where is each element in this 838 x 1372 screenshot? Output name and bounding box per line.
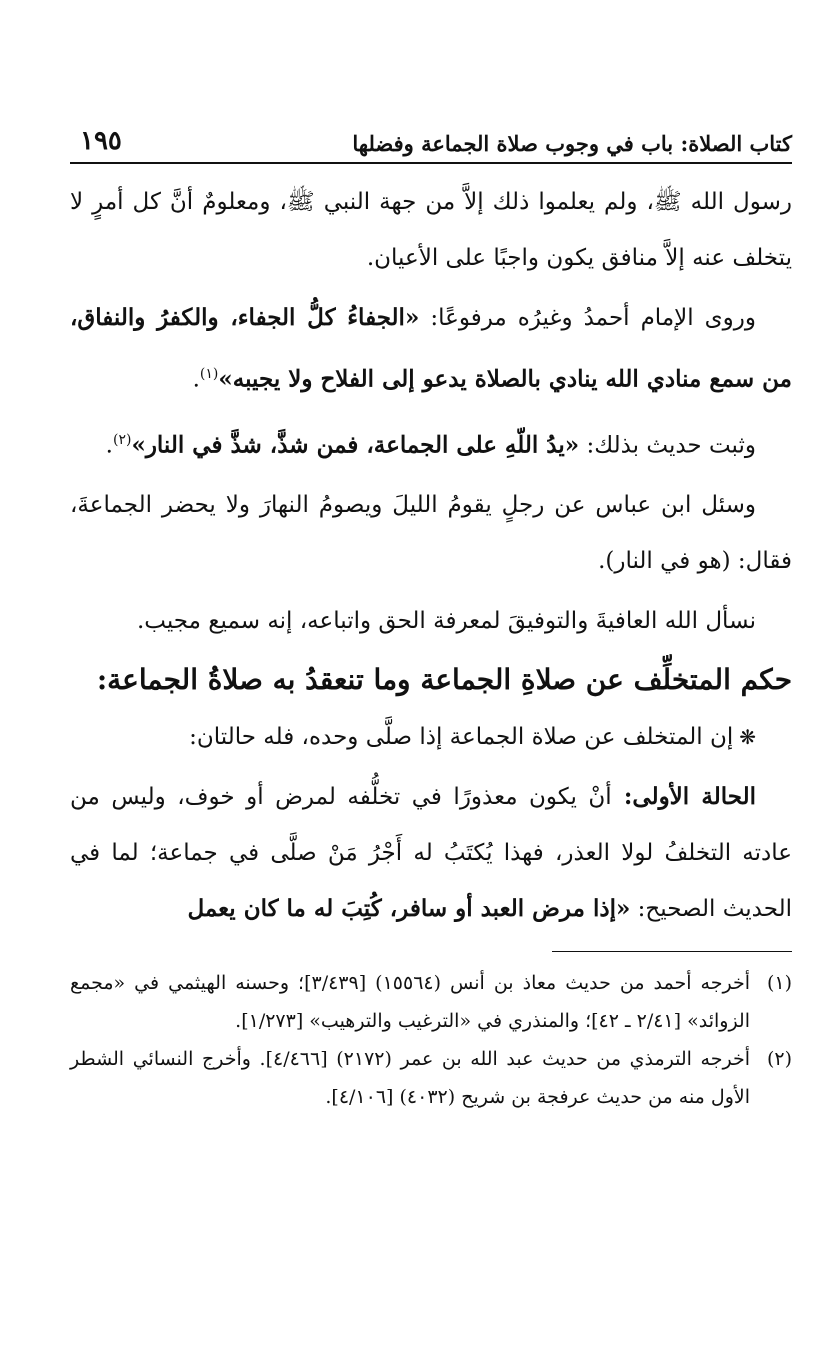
footnote-1 <box>70 964 792 1040</box>
paragraph-5: نسأل الله العافيةَ والتوفيقَ لمعرفة الحق واتباعه، إنه سميع مجيب. <box>136 608 756 635</box>
section-intro-text: إن المتخلف عن صلاة الجماعة إذا صلَّى وحده، فله حالتان: <box>189 724 734 751</box>
paragraph-3-end: . <box>105 432 113 459</box>
star-bullet-icon: ❋ <box>739 725 756 750</box>
section-intro <box>70 709 792 765</box>
main-text <box>70 174 792 937</box>
paragraph-2-intro: وروى الإمام أحمدُ وغيرُه مرفوعًا: <box>419 305 756 331</box>
page-number: ١٩٥ <box>80 126 122 156</box>
footnote-2 <box>70 1040 792 1116</box>
footnote-1-number: (١) <box>766 972 792 995</box>
section-heading: حكم المتخلِّف عن صلاةِ الجماعة وما تنعقدُ به صلاةُ الجماعة: <box>96 663 792 697</box>
paragraph-2 <box>70 290 792 408</box>
footnote-ref-1[interactable]: (١) <box>199 366 219 382</box>
paragraph-2-end: . <box>192 366 200 393</box>
paragraph-1: رسول الله ﷺ، ولم يعلموا ذلك إلاَّ من جهة النبي ﷺ، ومعلومٌ أنَّ كل أمرٍ لا يتخلف عنه إلاَّ منافق يكون واجبًا على الأعيان. <box>70 189 792 271</box>
hadith-quote-2: «يدُ اللّهِ على الجماعة، فمن شذَّ، شذَّ في النار» <box>131 431 580 459</box>
footnote-2-number: (٢) <box>766 1048 792 1071</box>
footnote-ref-2[interactable]: (٢) <box>112 431 132 448</box>
footnote-2-text: أخرجه الترمذي من حديث عبد الله بن عمر (٢١٧٢) [٤/٤٦٦]. وأخرج النسائي الشطر الأول منه من حديث عرفجة بن شريح (٤٠٣٢) [٤/١٠٦]. <box>70 1048 750 1109</box>
case-1-text: أنْ يكون معذورًا في تخلُّفه لمرض أو خوف، وليس من عادته التخلفُ لولا العذر، فهذا يُكتَبُ له أَجْرُ مَنْ صلَّى في جماعة؛ لما في الحديث الصحيح: <box>70 784 792 923</box>
chapter-title: كتاب الصلاة: باب في وجوب صلاة الجماعة وفضلها <box>352 131 792 156</box>
footnote-divider <box>552 951 792 952</box>
footnote-1-text: أخرجه أحمد من حديث معاذ بن أنس (١٥٥٦٤) [٣/٤٣٩]؛ وحسنه الهيثمي في «مجمع الزوائد» [٢/٤١ ـ ٤٢]؛ والمنذري في «الترغيب والترهيب» [١/٢٧٣]. <box>70 972 750 1033</box>
paragraph-3 <box>70 412 792 474</box>
hadith-quote-3: «إذا مرض العبد أو سافر، كُتِبَ له ما كان يعمل <box>187 895 631 923</box>
book-page <box>70 108 792 1116</box>
footnotes <box>70 964 792 1116</box>
paragraph-3-intro: وثبت حديث بذلك: <box>579 432 756 459</box>
hadith-quote-1: «الجفاءُ كلُّ الجفاء، والكفرُ والنفاق، من سمع منادي الله ينادي بالصلاة يدعو إلى الفلاح ولا يجيبه» <box>70 304 792 393</box>
running-header <box>70 108 792 164</box>
paragraph-4: وسئل ابن عباس عن رجلٍ يقومُ الليلَ ويصومُ النهارَ ولا يحضر الجماعةَ، فقال: (هو في النار). <box>70 492 792 575</box>
case-1-paragraph <box>70 769 792 937</box>
case-1-label: الحالة الأولى: <box>611 783 756 811</box>
